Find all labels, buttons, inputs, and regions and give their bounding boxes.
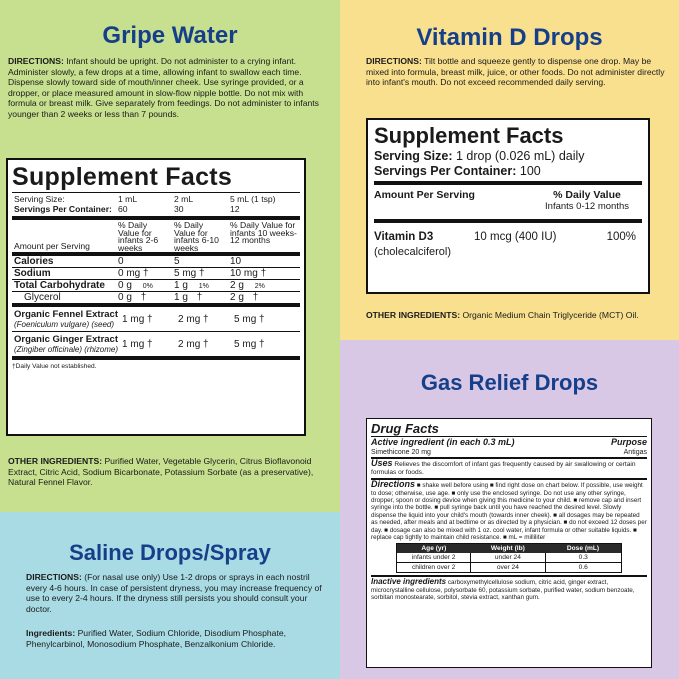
gas-uses: Relieves the discomfort of infant gas frequently caused by air swallowing or certain formulas or foods. xyxy=(371,461,636,476)
vitd-directions-label: DIRECTIONS: xyxy=(366,56,422,66)
saline-panel xyxy=(0,512,340,679)
gripe-dv-header xyxy=(12,220,300,252)
gripe-row-value: 1 g xyxy=(174,280,188,292)
gripe-row-name: Total Carbohydrate xyxy=(14,280,105,292)
gripe-row-dv: 2% xyxy=(254,283,265,291)
gripe-row-dv: † xyxy=(199,268,205,280)
gripe-nutrient-table xyxy=(12,256,300,303)
gas-dose-cell: over 24 xyxy=(471,563,545,573)
gas-relief-title: Gas Relief Drops xyxy=(420,370,599,395)
gas-dose-cell: children over 2 xyxy=(397,563,471,573)
vitd-servings-label: Servings Per Container: xyxy=(374,164,517,178)
vitd-directions-text: Tilt bottle and squeeze gently to dispense one drop. May be mixed into formula, breast milk, juice, or other foods. Do not administer directly into infant's mouth. Do not exceed recommended daily serving. xyxy=(366,56,665,88)
saline-directions xyxy=(26,572,322,614)
gas-inactive-label: Inactive ingredients xyxy=(371,577,447,587)
gas-dose-cell: under 24 xyxy=(471,553,545,563)
vitd-serving-size-label: Serving Size: xyxy=(374,149,453,163)
gripe-water-panel xyxy=(0,0,340,512)
gripe-facts-title: Supplement Facts xyxy=(12,163,233,191)
gripe-servings-label: Servings Per Container: xyxy=(14,204,112,214)
gripe-row-value: 0 g xyxy=(118,280,132,292)
gripe-extract-dv: † xyxy=(147,338,153,350)
saline-directions-text: (For nasal use only) Use 1-2 drops or sprays in each nostril every 4-6 hours. In case of persistent dryness, you may increase frequency of use to every 2-4 hours. If the dryness still persists you should consult your doctor. xyxy=(26,572,322,614)
gripe-directions xyxy=(8,56,330,120)
vitamin-d-panel xyxy=(340,0,679,340)
gripe-row-dv: † xyxy=(140,292,147,304)
gas-drug-facts xyxy=(366,418,652,668)
vitd-amount: 10 mcg (400 IU) xyxy=(474,231,557,243)
gas-directions-label: Directions xyxy=(371,479,416,490)
gripe-other-label: OTHER INGREDIENTS: xyxy=(8,456,103,466)
gas-active: Simethicone 20 mg xyxy=(371,449,431,456)
table-row xyxy=(12,292,300,304)
gas-facts-title: Drug Facts xyxy=(371,421,439,436)
gripe-dv-header-2: % Daily Value for infants 6-10 weeks xyxy=(174,220,219,253)
gripe-extract-value: 5 mg xyxy=(234,338,257,350)
gripe-other-ingredients xyxy=(8,456,330,488)
gas-active-label: Active ingredient (in each 0.3 mL) xyxy=(371,437,515,447)
vitd-other-ingredients xyxy=(366,310,672,321)
vitd-dv-sub: Infants 0-12 months xyxy=(545,201,629,212)
gripe-row-value: 0 mg xyxy=(118,268,141,280)
gripe-footnote: †Daily Value not established. xyxy=(12,363,97,371)
vitd-serving-size: 1 drop (0.026 mL) daily xyxy=(455,149,585,163)
gripe-row-dv: 1% xyxy=(198,283,209,291)
gripe-extract-dv: † xyxy=(147,313,153,325)
gripe-extract-table xyxy=(12,307,300,356)
gripe-row-dv: † xyxy=(196,292,203,304)
gripe-extract-value: 5 mg xyxy=(234,313,257,325)
gripe-extract-sub: (Foeniculum vulgare) (seed) xyxy=(14,320,115,330)
vitd-other-label: OTHER INGREDIENTS: xyxy=(366,310,461,320)
vitd-dv-label: % Daily Value xyxy=(553,189,621,201)
gripe-servings-1: 60 xyxy=(118,204,128,214)
table-row xyxy=(12,280,300,292)
gripe-row-name: Calories xyxy=(14,256,54,268)
gas-dose-header: Dose (mL) xyxy=(566,545,600,553)
saline-ingredients-text: Purified Water, Sodium Chloride, Disodium Phosphate, Phenylcarbinol, Monosodium Phosphate, Benzalkonium Chloride. xyxy=(26,628,286,649)
gripe-serving-size-1: 1 mL xyxy=(118,194,138,204)
gripe-extract-name: Organic Fennel Extract xyxy=(14,309,119,321)
gripe-extract-value: 2 mg xyxy=(178,338,201,350)
gripe-serving-size-label: Serving Size: xyxy=(14,194,65,204)
vitd-directions xyxy=(366,56,666,88)
vitd-other-text: Organic Medium Chain Triglyceride (MCT) Oil. xyxy=(462,310,639,320)
gripe-row-name: Sodium xyxy=(14,268,51,280)
gripe-dv-header-3: % Daily Value for infants 10 weeks-12 months xyxy=(230,220,297,246)
vitd-servings: 100 xyxy=(519,164,541,178)
gripe-row-value: 0 g xyxy=(118,292,132,304)
gas-relief-panel xyxy=(340,340,679,679)
gripe-directions-text: Infant should be upright. Do not administer to a crying infant. Administer slowly, a few drops at a time, allowing infant to swallow each time. Dispense slowly toward side of mouth/inner cheek. Use syringe provided, or a dropper, or place measured amount in slow-flow nipple bottle. Do not mix with formula or breast milk. Give separately from feedings. Do not administer to infants younger than 2 weeks or less than 7 pounds. xyxy=(8,56,319,119)
gripe-extract-name: Organic Ginger Extract xyxy=(14,334,119,346)
gas-dose-table xyxy=(396,543,622,573)
gas-purpose: Antigas xyxy=(623,449,647,456)
gas-dose-header: Weight (lb) xyxy=(490,545,525,553)
gripe-row-value: 5 xyxy=(174,256,180,268)
gripe-extract-value: 1 mg xyxy=(122,313,145,325)
table-row xyxy=(12,332,300,357)
gripe-row-value: 5 mg xyxy=(174,268,197,280)
gripe-row-dv: † xyxy=(143,268,149,280)
gripe-directions-label: DIRECTIONS: xyxy=(8,56,64,66)
gripe-other-text: Purified Water, Vegetable Glycerin, Citrus Bioflavonoid Extract, Citric Acid, Sodium Bicarbonate, Potassium Sorbate (as a preservative), Natural Fennel Flavor. xyxy=(8,456,314,488)
gripe-serving-size-3: 5 mL (1 tsp) xyxy=(230,194,276,204)
gripe-row-value: 0 xyxy=(118,256,124,268)
vitd-dv: 100% xyxy=(606,231,636,243)
gripe-extract-dv: † xyxy=(203,338,209,350)
gripe-extract-dv: † xyxy=(259,338,265,350)
gripe-row-value: 10 mg xyxy=(230,268,258,280)
gripe-row-value: 10 xyxy=(230,256,242,268)
gripe-servings-3: 12 xyxy=(230,204,240,214)
gripe-extract-value: 2 mg xyxy=(178,313,201,325)
vitd-supplement-facts xyxy=(366,118,650,294)
gas-dose-cell: infants under 2 xyxy=(397,553,471,563)
gas-dose-cell: 0.6 xyxy=(578,564,588,572)
gripe-extract-sub: (Zingiber officinale) (rhizome) xyxy=(14,345,119,355)
table-row xyxy=(397,563,622,573)
gas-purpose-label: Purpose xyxy=(610,437,647,447)
gas-uses-label: Uses xyxy=(371,458,393,468)
gas-inactive: carboxymethylcellulose sodium, citric acid, ginger extract, microcrystalline cellulose, polysorbate 60, potassium sorbate, purified water, sodium benzoate, sorbitan monostearate, sorbitol, stevia extract, xanthan gum. xyxy=(371,579,635,602)
saline-title: Saline Drops/Spray xyxy=(69,540,271,565)
vitd-nutrient-sub: (cholecalciferol) xyxy=(374,246,452,258)
table-row xyxy=(397,553,622,563)
vitd-amount-label: Amount Per Serving xyxy=(374,189,475,201)
saline-directions-label: DIRECTIONS: xyxy=(26,572,82,582)
gripe-row-value: 1 g xyxy=(174,292,188,304)
table-row xyxy=(12,307,300,332)
gripe-row-dv: † xyxy=(252,292,259,304)
saline-ingredients xyxy=(26,628,322,649)
gripe-extract-value: 1 mg xyxy=(122,338,145,350)
gripe-serving-table xyxy=(12,194,300,214)
gripe-extract-dv: † xyxy=(203,313,209,325)
gripe-row-value: 2 g xyxy=(230,292,244,304)
gripe-extract-dv: † xyxy=(259,313,265,325)
table-row xyxy=(12,256,300,268)
gripe-row-dv: 0% xyxy=(142,283,153,291)
vitamin-d-title: Vitamin D Drops xyxy=(416,24,603,51)
gripe-dv-header-1: % Daily Value for infants 2-6 weeks xyxy=(118,220,159,253)
gas-dose-header: Age (yr) xyxy=(421,545,447,553)
gripe-serving-size-2: 2 mL xyxy=(174,194,194,204)
table-row xyxy=(12,268,300,280)
gripe-row-dv: † xyxy=(260,268,267,280)
gripe-row-name: Glycerol xyxy=(24,292,61,304)
vitd-nutrient: Vitamin D3 xyxy=(374,231,434,243)
gripe-servings-2: 30 xyxy=(174,204,184,214)
gripe-supplement-facts xyxy=(6,158,306,436)
gripe-amount-per-serving: Amount per Serving xyxy=(14,240,90,251)
gripe-row-value: 2 g xyxy=(230,280,244,292)
gripe-water-title: Gripe Water xyxy=(102,22,238,49)
saline-ingredients-label: Ingredients: xyxy=(26,628,76,638)
gas-directions: ■ shake well before using ■ find right dose on chart below. If possible, use weight to dose; otherwise, use age. ■ only use the enclosed syringe. Do not use any other syringe, dropper, spoon or dosing device when giving this medicine to your child. ■ remove cap and insert syringe into the bottle. ■ pull syringe back until you have reached the desired level. Slowly dispense the liquid into your child's mouth (towards inner cheek). ■ all dosages may be repeated as needed, after meals and at bedtime or as directed by a physician. ■ do not exceed 12 doses per day. ■ dosage can also be mixed with 1 oz. cool water, infant formula or other suitable liquids. ■ replace cap tightly to maintain child resistance. ■ mL = milliliter xyxy=(371,482,647,542)
gas-dose-cell: 0.3 xyxy=(578,554,588,562)
vitd-facts-title: Supplement Facts xyxy=(374,123,564,148)
